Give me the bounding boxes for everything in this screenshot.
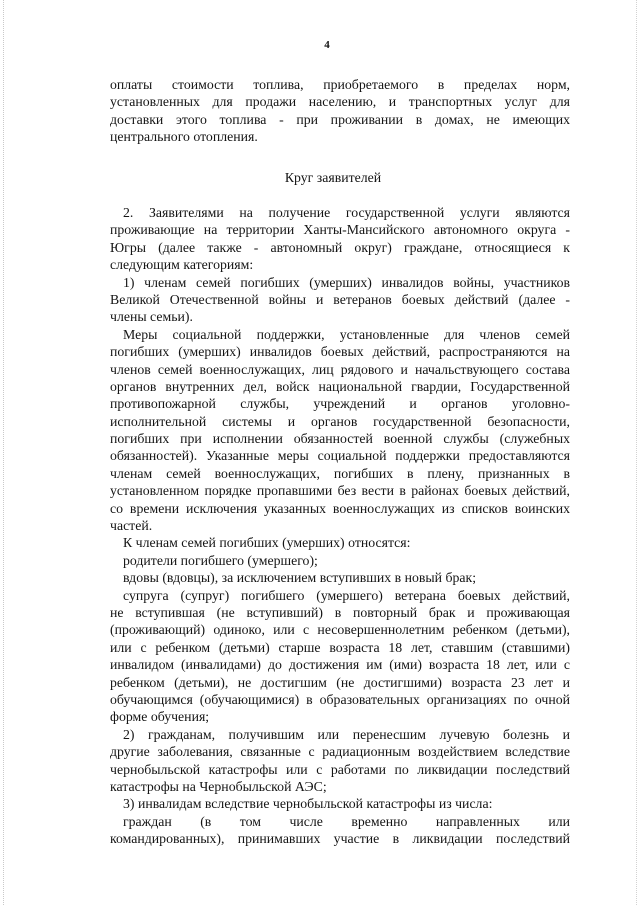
- text-line: чернобыльской катастрофы или с работами по ликвидации последствий: [110, 761, 570, 777]
- text-line: (проживающий) одиноко, или с несовершеннолетним ребенком (детьми),: [110, 622, 570, 638]
- text-line: 2. Заявителями на получение государственной услуги являются: [123, 205, 570, 220]
- text-line: погибших при исполнении обязанностей военной службы (служебных: [110, 431, 570, 447]
- paragraph: [110, 587, 570, 726]
- text-line: обучающимся (обучающимися) в образовательных организациях по очной: [110, 691, 570, 707]
- text-line: другие заболевания, связанные с радиационным воздействием вследствие: [110, 744, 570, 760]
- text-line: вдовы (вдовцы), за исключением вступивших в новый брак;: [123, 570, 477, 586]
- text-line: обязанностей). Указанные меры социальной поддержки предоставляются: [110, 448, 570, 464]
- text-line: родители погибшего (умершего);: [123, 552, 318, 568]
- text-line: Югры (далее также - автономный округ) граждане, относящиеся к: [110, 239, 570, 255]
- text-line: 2) гражданам, получившим или перенесшим лучевую болезнь и: [123, 726, 570, 742]
- text-line: не вступившая (не вступивший) в повторный брак и проживающая: [110, 604, 570, 620]
- section-heading: Круг заявителей: [284, 170, 382, 185]
- body-text: [110, 204, 570, 847]
- text-line: доставки этого топлива - при проживании в домах, не имеющих: [110, 111, 570, 127]
- text-line: частей.: [110, 518, 153, 534]
- text-line: исполнительной системы и органов государственной безопасности,: [110, 413, 570, 429]
- text-line: следующим категориям:: [110, 257, 254, 273]
- text-line: погибших (умерших) инвалидов боевых действий, распространяются на: [110, 344, 570, 360]
- continued-paragraph: [110, 76, 570, 146]
- text-line: катастрофы на Чернобыльской АЭС;: [110, 778, 327, 794]
- text-line: членов семей военнослужащих, лиц рядового и начальствующего состава: [110, 361, 570, 377]
- text-line: проживающие на территории Ханты-Мансийского автономного округа -: [110, 222, 570, 238]
- paragraph: [110, 534, 570, 551]
- text-line: со времени исключения указанных военнослужащих из списков воинских: [110, 500, 570, 516]
- text-line: Меры социальной поддержки, установленные для членов семей: [123, 326, 570, 342]
- text-line: ребенком (детьми), не достигшим (не достигшими) возраста 23 лет и: [110, 674, 570, 690]
- text-line: 3) инвалидам вследствие чернобыльской катастрофы из числа:: [123, 796, 493, 812]
- text-line: органов внутренних дел, войск национальной гвардии, Государственной: [110, 378, 570, 394]
- text-line: инвалидом (инвалидами) до достижения им (ими) возраста 18 лет, или с: [110, 657, 570, 673]
- paragraph: [110, 569, 570, 586]
- text-line: Великой Отечественной войны и ветеранов боевых действий (далее -: [110, 291, 570, 307]
- text-line: или с ребенком (детьми) старше возраста 18 лет, ставшим (ставшими): [110, 639, 570, 655]
- page-number: 4: [324, 39, 330, 51]
- text-line: форме обучения;: [110, 709, 210, 725]
- paragraph: [110, 726, 570, 796]
- scan-edge-right: [636, 0, 637, 905]
- text-line: К членам семей погибших (умерших) относятся:: [123, 535, 411, 551]
- text-line: 1) членам семей погибших (умерших) инвалидов войны, участников: [123, 274, 570, 290]
- paragraph: [110, 204, 570, 274]
- paragraph: [110, 326, 570, 535]
- paragraph: [110, 552, 570, 569]
- paragraph: [110, 813, 570, 848]
- text-line: члены семьи).: [110, 309, 193, 325]
- text-line: установленных для продажи населению, и транспортных услуг для: [110, 94, 570, 110]
- paragraph: [110, 795, 570, 812]
- paragraph: [110, 274, 570, 326]
- text-line: центрального отопления.: [110, 129, 258, 145]
- text-line: членам семей военнослужащих, погибших в плену, признанных в: [110, 465, 570, 481]
- text-line: противопожарной службы, учреждений и органов уголовно-: [110, 396, 570, 412]
- text-line: оплаты стоимости топлива, приобретаемого в пределах норм,: [110, 77, 570, 92]
- text-line: супруга (супруг) погибшего (умершего) ветерана боевых действий,: [123, 587, 570, 603]
- text-line: установленном порядке пропавшими без вести в районах боевых действий,: [110, 483, 570, 499]
- text-line: командированных), принимавших участие в ликвидации последствий: [110, 831, 570, 847]
- text-line: граждан (в том числе временно направленных или: [123, 813, 570, 829]
- scan-edge-left: [3, 0, 4, 905]
